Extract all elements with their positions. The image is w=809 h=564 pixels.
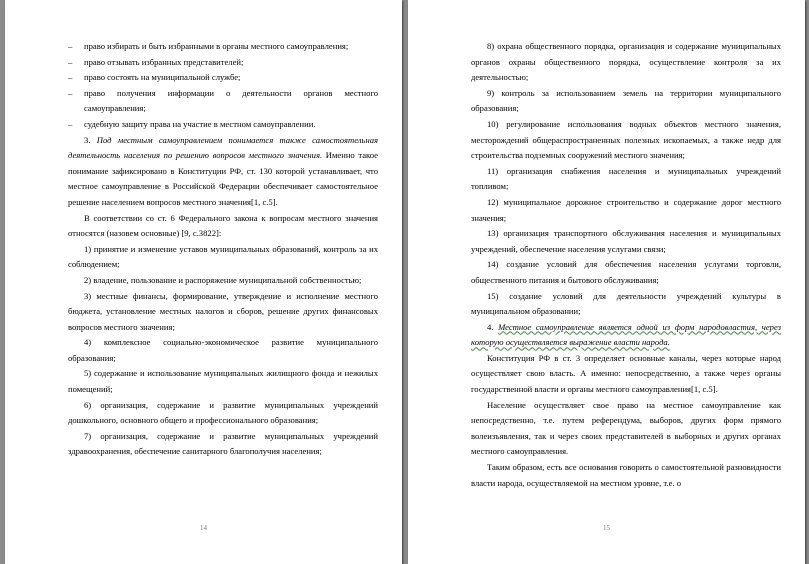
document-page-15 <box>408 0 805 564</box>
page-14-text <box>68 39 378 460</box>
page-number: 14 <box>200 524 207 532</box>
document-page-14 <box>5 0 402 564</box>
rights-item: – право состоять на муниципальной службе; <box>68 70 378 86</box>
paragraph-4 <box>471 320 781 351</box>
list-item: 1) принятие и изменение уставов муниципальных образований, контроль за их соблюдением; <box>68 243 378 270</box>
paragraph-4-italic: Местное самоуправление является одной из форм народовластия, через которую осуществляется выражение власти народа. <box>471 321 781 348</box>
paragraph-4-number: 4. <box>487 321 494 332</box>
rights-item: – право получения информации о деятельности органов местного самоуправления; <box>68 86 378 117</box>
list-item: 6) организация, содержание и развитие муниципальных учреждений дошкольного, основного общего и профессионального образования; <box>68 399 378 426</box>
paragraph-3-rest: Именно такое понимание зафиксировано в Конституции РФ, ст. 130 которой устанавливает, что местное самоуправление в Российской Федерации обеспечивает самостоятельное решение населением вопросов местного значения[1, с.5]. <box>68 150 378 207</box>
list-item: 13) организация транспортного обслуживания населения и муниципальных учреждений, обеспечение населения услугами связи; <box>471 228 781 254</box>
rights-item: – судебную защиту права на участие в местном самоуправлении. <box>68 117 378 133</box>
rights-item: – право избирать и быть избранными в органы местного самоуправления; <box>68 39 378 55</box>
paragraph-article-6: В соответствии со ст. 6 Федерального закона к вопросам местного значения относятся (назовем основные) [9, с.3822]: <box>68 212 378 239</box>
page-15-text <box>471 39 781 491</box>
paragraph-3-italic: Под местным самоуправлением понимается также самостоятельная деятельность населения по решению вопросов местного значения. <box>68 134 379 161</box>
list-item: 3) местные финансы, формирование, утверждение и исполнение местного бюджета, установление местных налогов и сборов, решение других финансовых вопросов местного значения; <box>68 290 378 332</box>
paragraph-3-number: 3. <box>84 134 91 145</box>
list-item: 10) регулирование использования водных объектов местного значения, месторождений общераспространенных полезных ископаемых, а также недр для строительства подземных сооружений местного значения; <box>471 118 781 161</box>
list-item: 7) организация, содержание и развитие муниципальных учреждений здравоохранения, обеспечение санитарного благополучия населения; <box>68 430 378 457</box>
paragraph-3 <box>68 133 378 211</box>
rights-item: – право отзывать избранных представителей; <box>68 55 378 71</box>
list-item: 14) создание условий для обеспечения населения услугами торговли, общественного питания и бытового обслуживания; <box>471 259 781 285</box>
list-item: 8) охрана общественного порядка, организация и содержание муниципальных органов охраны общественного порядка, осуществление контроля за их деятельностью; <box>471 41 781 83</box>
paragraph-constitution: Конституция РФ в ст. 3 определяет основные каналы, через которые народ осуществляет свою власть. А именно: непосредственно, а также через органы государственной власти и органы местного самоуправления[1, с.5]. <box>471 352 781 395</box>
paragraph-population: Население осуществляет свое право на местное самоуправление как непосредственно, т.е. путем референдума, выборов, других форм прямого волеизъявления, так и через своих представителей в выборных и других органах местного самоуправления. <box>471 399 781 457</box>
list-item: 11) организация снабжения населения и муниципальных учреждений топливом; <box>471 165 781 192</box>
list-item: 2) владение, пользование и распоряжение муниципальной собственностью; <box>84 274 362 285</box>
list-item: 9) контроль за использованием земель на территории муниципального образования; <box>471 87 781 114</box>
list-item: 5) содержание и использование муниципальных жилищного фонда и нежилых помещений; <box>68 368 378 395</box>
list-item: 4) комплексное социально-экономическое развитие муниципального образования; <box>68 337 378 363</box>
list-item: 15) создание условий для деятельности учреждений культуры в муниципальном образовании; <box>471 290 781 317</box>
page-number: 15 <box>603 524 610 532</box>
paragraph-conclusion: Таким образом, есть все основания говорить о самостоятельной разновидности власти народа, осуществляемой на местном уровне, т.е. о <box>471 462 781 488</box>
list-item: 12) муниципальное дорожное строительство и содержание дорог местного значения; <box>471 196 781 223</box>
